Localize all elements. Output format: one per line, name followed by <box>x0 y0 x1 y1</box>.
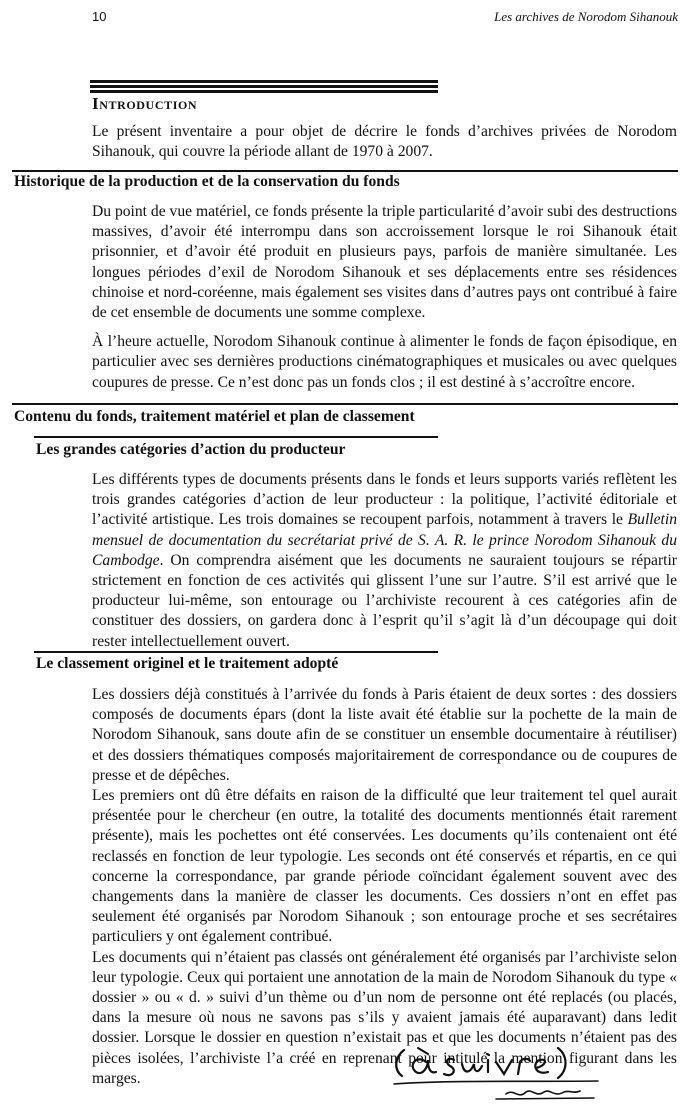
handwritten-a-suivre-note <box>388 1030 608 1104</box>
contenu-heading: Contenu du fonds, traitement matériel et plan de classement <box>14 408 415 425</box>
historique-paragraph-2: À l’heure actuelle, Norodom Sihanouk continue à alimenter le fonds de façon épisodique, en particulier avec ses dernières productions cinématographiques et musicales ou avec quelques coupures de presse. Ce n’est donc pas un fonds clos ; il est destiné à s’accroître encore. <box>92 333 677 391</box>
categories-paragraph <box>92 470 677 652</box>
subsection-rule-classement <box>34 651 438 653</box>
introduction-top-rule <box>90 80 438 95</box>
classement-body <box>92 685 677 1089</box>
section-rule-contenu <box>12 403 678 405</box>
bulletin-title: Bulletin mensuel de documentation du secrétariat privé de S. A. R. le prince Norodom Sihanouk du Cambodge <box>92 511 677 569</box>
categories-text-start: Les différents types de documents présents dans le fonds et leurs supports variés reflètent les trois grandes catégories d’action de leur producteur : la politique, l’activité éditoriale et l’activité artistique. Les trois domaines se recoupent parfois, notamment à travers le <box>92 471 677 529</box>
introduction-text: Le présent inventaire a pour objet de décrire le fonds d’archives privées de Norodom Sihanouk, qui couvre la période allant de 1970 à 2007. <box>92 123 677 161</box>
historique-paragraph-1: Du point de vue matériel, ce fonds présente la triple particularité d’avoir subi des destructions massives, d’avoir été interrompu dans son accroissement lorsque le roi Sihanouk était prisonnier, et d’avoir été produit en plusieurs pays, parfois de manière simultanée. Les longues périodes d’exil de Norodom Sihanouk et ses déplacements entre ses résidences chinoise et nord-coréenne, mais également ses visites dans d’autres pays ont contribué à faire de cet ensemble de documents une somme complexe. <box>92 203 678 322</box>
introduction-paragraph <box>92 122 677 162</box>
running-title: Les archives de Norodom Sihanouk <box>494 9 678 24</box>
classement-paragraph-3: Les documents qui n’étaient pas classés ont généralement été organisés par l’archiviste selon leur typologie. Ceux qui portaient une annotation de la main de Norodom Sihanouk du type « dossier » ou « d. » suivi d’un thème ou d’un nom de personne ont été replacés (ou placés, dans la mesure où nous ne savons pas s’ils y avaient jamais été auparavant) dans ledit dossier. Lorsque le dossier en question n’existait pas et que les documents n’étaient pas des pièces isolées, l’archiviste l’a créé en reprenant pour intitulé la mention figurant dans les marges. <box>92 948 677 1087</box>
section-rule-historique <box>12 170 678 172</box>
classement-heading: Le classement originel et le traitement adopté <box>36 655 339 672</box>
introduction-title: Introduction <box>92 94 198 113</box>
classement-paragraph-2: Les premiers ont dû être défaits en raison de la difficulté que leur traitement tel quel aurait présentée pour le chercheur (en outre, la totalité des documents mentionnés était rarement présente), mais les pochettes ont été conservées. Les documents qu’ils contenaient ont été reclassés en fonction de leur typologie. Les seconds ont été conservés et répartis, en ce qui concerne la correspondance, par grande période coïncidant également souvent avec des changements dans la manière de classer les documents. Ces dossiers n’ont en effet pas seulement été organisés par Norodom Sihanouk ; son entourage proche et ses secrétaires particuliers y ont également contribué. <box>92 787 677 946</box>
categories-body <box>92 470 677 652</box>
page-number: 10 <box>92 9 107 24</box>
classement-paragraph-1: Les dossiers déjà constitués à l’arrivée du fonds à Paris étaient de deux sortes : des dossiers composés de documents épars (dont la liste avait été établie sur la pochette de la main de Norodom Sihanouk, sans doute afin de se constituer un ensemble documentaire à réutiliser) et des dossiers thématiques composés majoritairement de correspondance ou de coupures de presse et de dépêches. <box>92 686 677 784</box>
categories-heading: Les grandes catégories d’action du producteur <box>36 441 346 458</box>
categories-text-end: . On comprendra aisément que les documents ne sauraient toujours se répartir strictement en fonction de ces activités qui glissent l’une sur l’autre. S’il est arrivé que le producteur lui-même, son entourage ou l’archiviste recourent à ces catégories afin de constituer des dossiers, on gardera donc à l’esprit qu’il s’agit là d’un découpage qui doit rester intellectuellement ouvert. <box>92 551 677 650</box>
subsection-rule-categories <box>34 436 438 438</box>
historique-heading: Historique de la production et de la conservation du fonds <box>14 173 400 190</box>
historique-body <box>92 202 677 393</box>
